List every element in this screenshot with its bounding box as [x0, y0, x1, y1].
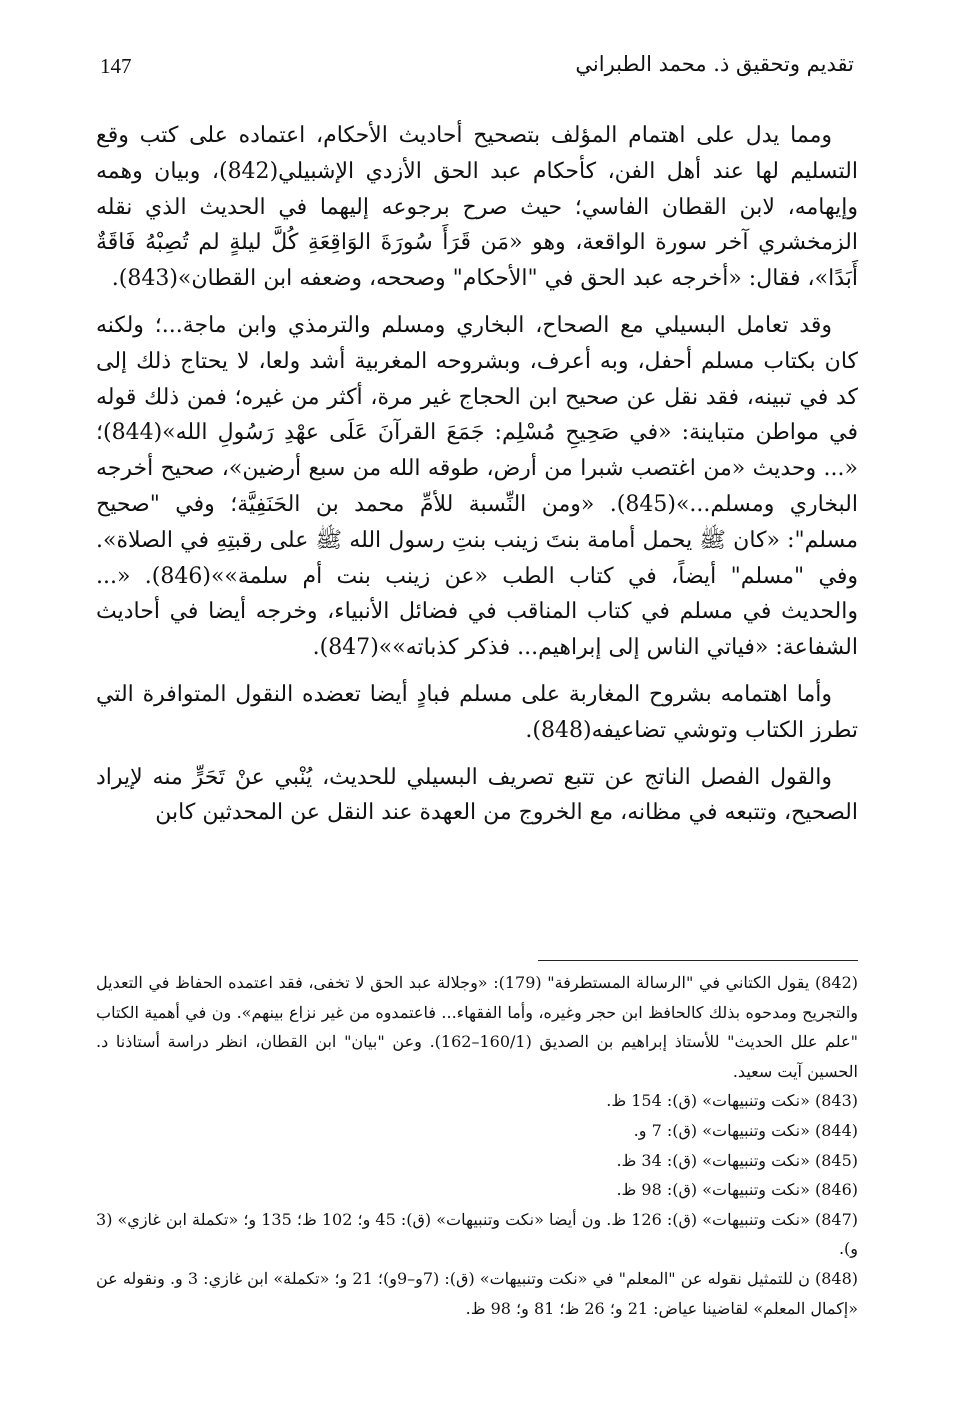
- running-title: تقديم وتحقيق ذ. محمد الطبراني: [575, 52, 854, 76]
- footnote: (843) «نكت وتنبيهات» (ق): 154 ظ.: [606, 1091, 858, 1111]
- running-header: [100, 52, 854, 92]
- main-text: [96, 118, 858, 842]
- footnote: (844) «نكت وتنبيهات» (ق): 7 و.: [633, 1120, 858, 1140]
- footnote: (848) ن للتمثيل نقوله عن "المعلم" في «نكت وتنبيهات» (ق): (7و–9و)؛ 21 و؛ «تكملة» ابن غازي: 3 و. ونقوله عن «إكمال المعلم» لقاضينا عياض: 21 و؛ 26 ظ؛ 81 و؛ 98 ظ.: [96, 1268, 859, 1318]
- paragraph: وقد تعامل البسيلي مع الصحاح، البخاري ومسلم والترمذي وابن ماجة...؛ ولكنه كان بكتاب مسلم أحفل، وبه أعرف، وبشروحه المغربية أشد ولعا، لا يحتاج ذلك إلى كد في تبينه، فقد نقل عن صحيح ابن الحجاج غير مرة، أكثر من غيره؛ فمن ذلك قوله في مواطن متباينة: «في صَحِيحِ مُسْلِم: جَمَعَ القرآنَ عَلَى عهْدِ رَسُولِ الله»(844)؛ «... وحديث «من اغتصب شبرا من أرض، طوقه الله من سبع أرضين»، صحيح أخرجه البخاري ومسلم...»(845). «ومن النِّسبة للأمِّ محمد بن الحَنَفِيَّة؛ وفي "صحيح مسلم": «كان ﷺ يحمل أمامة بنتَ زينب بنتِ رسول الله ﷺ على رقبتِهِ في الصلاة». وفي "مسلم" أيضاً، في كتاب الطب «عن زينب بنت أم سلمة»»(846). «... والحديث في مسلم في كتاب المناقب في فضائل الأنبياء، وخرجه أيضا في أحاديث الشفاعة: «فياتي الناس إلى إبراهيم... فذكر كذباته»»(847).: [96, 312, 858, 661]
- footnotes: [96, 968, 858, 1323]
- paragraph: وأما اهتمامه بشروح المغاربة على مسلم فبادٍ أيضا تعضده النقول المتوافرة التي تطرز الكتاب وتوشي تضاعيفه(848).: [96, 681, 858, 743]
- paragraph: ومما يدل على اهتمام المؤلف بتصحيح أحاديث الأحكام، اعتماده على كتب وقع التسليم لها عند أهل الفن، كأحكام عبد الحق الأزدي الإشبيلي(842)، وبيان وهمه وإيهامه، لابن القطان الفاسي؛ حيث صرح برجوعه إليهما في الحديث الذي نقله الزمخشري آخر سورة الواقعة، وهو «مَن قَرَأَ سُورَةَ الوَاقِعَةِ كُلَّ ليلةٍ لم تُصِبْهُ فَاقَةٌ أَبَدًا»، فقال: «أخرجه عبد الحق في "الأحكام" وصححه، وضعفه ابن القطان»(843).: [96, 123, 858, 292]
- footnote: (847) «نكت وتنبيهات» (ق): 126 ظ. ون أيضا «نكت وتنبيهات» (ق): 45 و؛ 102 ظ؛ 135 و؛ «تكملة ابن غازي» (3 و).: [96, 1209, 859, 1259]
- footnote-separator: [538, 960, 858, 961]
- footnote: (845) «نكت وتنبيهات» (ق): 34 ظ.: [616, 1150, 858, 1170]
- footnote: (846) «نكت وتنبيهات» (ق): 98 ظ.: [616, 1180, 858, 1200]
- page-number: 147: [100, 54, 132, 78]
- footnote: (842) يقول الكتاني في "الرسالة المستطرفة" (179): «وجلالة عبد الحق لا تخفى، فقد اعتمده الحفاظ في التعديل والتجريح ومدحوه بذلك كالحافظ ابن حجر وغيره، وأما الفقهاء... فاعتمدوه من غير نزاع بينهم». ون في أهمية الكتاب "علم علل الحديث" للأستاذ إبراهيم بن الصديق (160/1–162). وعن "بيان" ابن القطان، انظر دراسة أستاذنا د. الحسين آيت سعيد.: [96, 973, 859, 1081]
- paragraph: والقول الفصل الناتج عن تتبع تصريف البسيلي للحديث، يُنْبي عنْ تَحَرٍّ منه لإيراد الصحيح، وتتبعه في مظانه، مع الخروج من العهدة عند النقل عن المحدثين كابن: [96, 764, 858, 826]
